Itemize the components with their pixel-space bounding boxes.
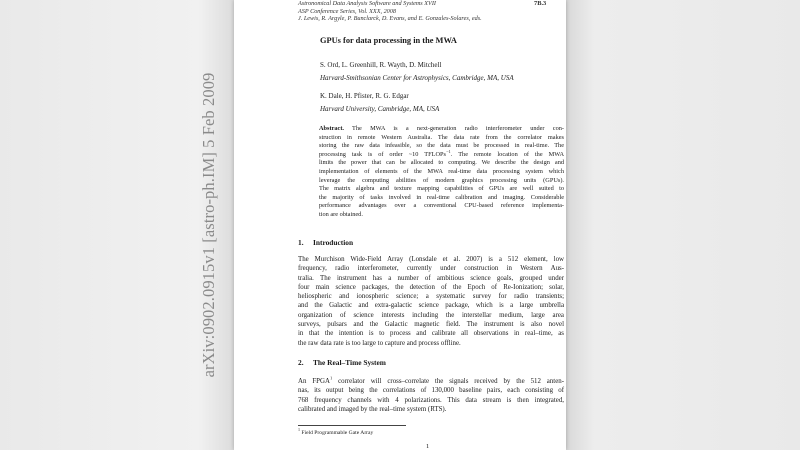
- header-line: Astronomical Data Analysis Software and Systems XVII: [298, 0, 436, 7]
- text-line: 768 frequency channels with 4 polarizations. This data stream is then integrated,: [298, 396, 564, 404]
- text-line: and the Galactic and extra-galactic science package, which is a large umbrella: [298, 302, 564, 310]
- abstract-line: performance advantages over a conventional CPU-based reference implementa-: [319, 202, 564, 210]
- page-number: 1: [426, 443, 430, 450]
- section-number: 2.: [298, 358, 304, 367]
- header-line: ASP Conference Series, Vol. XXX, 2008: [298, 7, 396, 15]
- abstract-line: Abstract. The MWA is a next-generation radio interferometer under con-: [319, 125, 564, 132]
- introduction-paragraph: [298, 255, 564, 348]
- footnote: [298, 427, 374, 436]
- section-title: The Real–Time System: [313, 358, 386, 367]
- arxiv-stamp: arXiv:0902.0915v1 [astro-ph.IM] 5 Feb 2009: [199, 72, 218, 378]
- paper-title: GPUs for data processing in the MWA: [320, 36, 457, 45]
- text-line: An FPGA$^1$ correlator will cross–correlate the signals received by the 512 anten-: [298, 375, 565, 385]
- text-line: frequency, radio interferometer, currently under construction in Western Aus-: [298, 265, 564, 273]
- author-list: K. Dale, H. Pfister, R. G. Edgar: [320, 92, 409, 100]
- footnote-text: Field Programmable Gate Array: [301, 430, 374, 436]
- text-line: organization of science interests including the interstellar medium, large area: [298, 311, 564, 319]
- author-list: S. Ord, L. Greenhill, R. Wayth, D. Mitchell: [320, 61, 442, 69]
- abstract-line: implementation of elements of the MWA real-time data processing system which: [319, 167, 564, 175]
- abstract-line: limits the power that can be allocated to computing. We describe the design and: [319, 159, 564, 167]
- section-heading-real-time-system: [298, 358, 386, 367]
- section-heading-introduction: [298, 238, 353, 247]
- text-line: tralia. The instrument has a number of ambitious science goals, grouped under: [298, 274, 564, 282]
- text-line: nas, its output being the correlations of 130,000 baseline pairs, each consisting of: [298, 387, 564, 395]
- header-line: J. Lewis, R. Argyle, P. Bunclarck, D. Evans, and E. Gonzales-Solares, eds.: [298, 15, 482, 22]
- viewer-background-right: [566, 0, 800, 450]
- abstract-line: storing the raw data infeasible, so the data must be processed in real-time. The: [319, 142, 564, 150]
- text-line: heliospheric and ionospheric science; a systematic survey for radio transients;: [298, 293, 564, 301]
- text-line: in that the intention is to process and calibrate all observations in real–time, as: [298, 330, 564, 338]
- text-line: The Murchison Wide-Field Array (Lonsdale et al. 2007) is a 512 element, low: [298, 256, 564, 263]
- abstract: [319, 125, 564, 220]
- author-affiliation: Harvard University, Cambridge, MA, USA: [320, 105, 440, 113]
- abstract-line: leverage the computing abilities of modern graphics processing units (GPUs).: [319, 176, 564, 184]
- section-title: Introduction: [313, 238, 354, 247]
- footnote-marker: 1: [329, 375, 333, 381]
- text-line: four main science packages, the detection of the Epoch of Re-Ionization; solar,: [298, 283, 564, 291]
- section-number: 1.: [298, 238, 304, 247]
- paper-id: 7B.3: [534, 0, 547, 7]
- abstract-line: The matrix algebra and texture mapping capabilities of GPUs are well suited to: [319, 185, 564, 193]
- footnote-mark: 1: [298, 427, 300, 433]
- abstract-line: struction in remote Western Australia. The data rate from the correlator makes: [319, 133, 564, 141]
- abstract-label: Abstract.: [319, 125, 345, 132]
- conference-header: [298, 0, 482, 23]
- author-affiliation: Harvard-Smithsonian Center for Astrophysics, Cambridge, MA, USA: [320, 74, 514, 82]
- text-line: calibrated and imaged by the real–time system (RTS).: [298, 405, 447, 413]
- abstract-line: tion are obtained.: [319, 210, 363, 218]
- text-line: the raw data rate is too large to capture and process offline.: [298, 339, 461, 347]
- footnote-rule: [298, 425, 406, 426]
- real-time-paragraph: [298, 377, 564, 414]
- abstract-line: the majority of tasks involved in real-time calibration and imaging. Considerable: [319, 193, 564, 201]
- text-line: surveys, pulsars and the Galactic magnetic field. The instrument is also novel: [298, 321, 564, 329]
- abstract-line: processing task is of order ~10 TFLOPs$^{-1}$. The remote location of the MWA: [319, 148, 564, 158]
